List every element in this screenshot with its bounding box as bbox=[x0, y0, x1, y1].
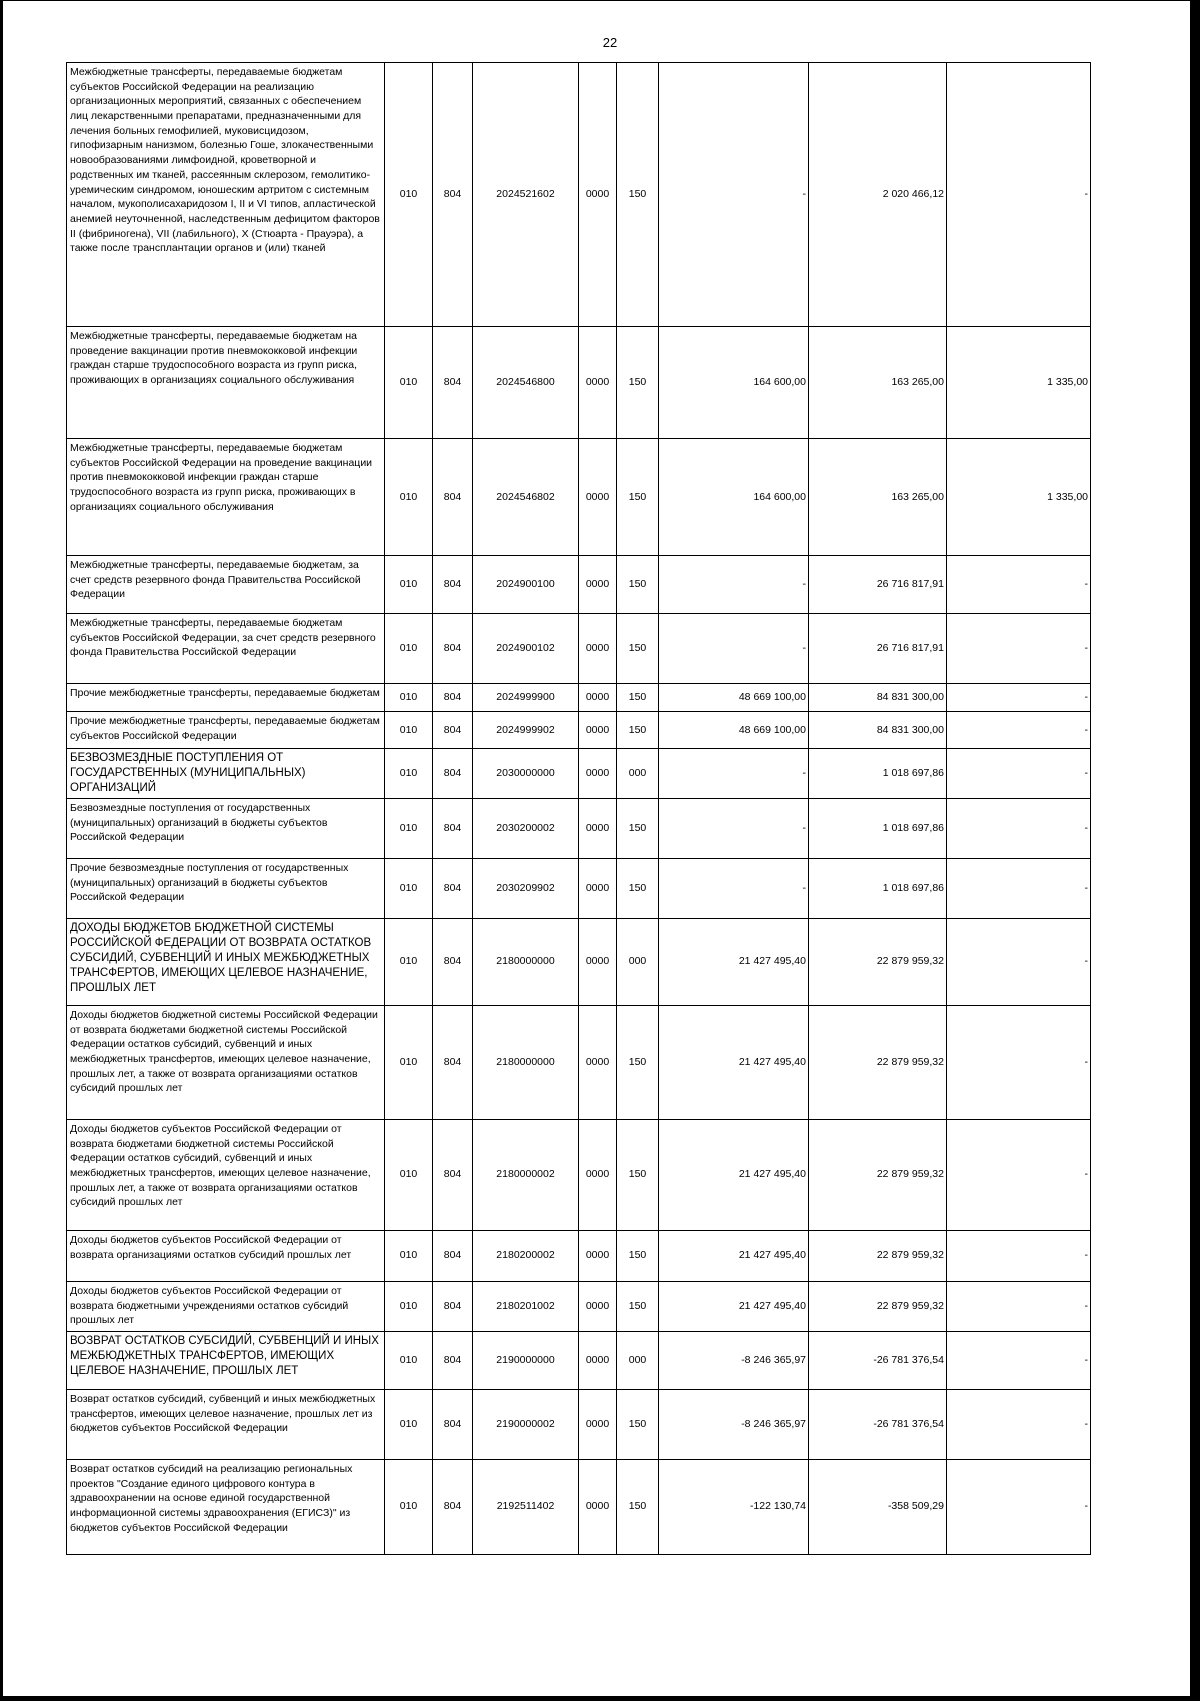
cell-value-1: -8 246 365,97 bbox=[659, 1389, 809, 1459]
cell-admin-code: 010 bbox=[385, 712, 433, 749]
cell-economic-code: 150 bbox=[617, 1119, 659, 1230]
cell-group-code: 804 bbox=[433, 327, 473, 439]
cell-economic-code: 150 bbox=[617, 798, 659, 858]
cell-value-3: - bbox=[947, 684, 1091, 712]
cell-economic-code: 150 bbox=[617, 712, 659, 749]
budget-revenue-table bbox=[66, 62, 1091, 1555]
cell-value-1: 21 427 495,40 bbox=[659, 1005, 809, 1119]
table-row bbox=[67, 749, 1091, 799]
cell-economic-code: 000 bbox=[617, 1331, 659, 1389]
cell-program-code: 0000 bbox=[579, 684, 617, 712]
cell-value-1: - bbox=[659, 858, 809, 918]
cell-program-code: 0000 bbox=[579, 1119, 617, 1230]
cell-name: Прочие межбюджетные трансферты, передаваемые бюджетам bbox=[67, 684, 385, 712]
cell-value-2: 1 018 697,86 bbox=[809, 858, 947, 918]
cell-value-3: - bbox=[947, 712, 1091, 749]
cell-value-3: - bbox=[947, 1331, 1091, 1389]
cell-value-1: - bbox=[659, 556, 809, 614]
cell-value-1: - bbox=[659, 614, 809, 684]
cell-name: Прочие безвозмездные поступления от государственных (муниципальных) организаций в бюджеты субъектов Российской Федерации bbox=[67, 858, 385, 918]
cell-admin-code: 010 bbox=[385, 1281, 433, 1331]
cell-admin-code: 010 bbox=[385, 556, 433, 614]
cell-admin-code: 010 bbox=[385, 439, 433, 556]
table-row bbox=[67, 614, 1091, 684]
cell-value-1: -122 130,74 bbox=[659, 1459, 809, 1554]
cell-name: Межбюджетные трансферты, передаваемые бюджетам на проведение вакцинации против пневмококковой инфекции граждан старше трудоспособного возраста из групп риска, проживающих в организациях социального обслуживания bbox=[67, 327, 385, 439]
cell-name: Доходы бюджетов субъектов Российской Федерации от возврата организациями остатков субсидий прошлых лет bbox=[67, 1230, 385, 1281]
cell-admin-code: 010 bbox=[385, 1331, 433, 1389]
cell-economic-code: 150 bbox=[617, 614, 659, 684]
cell-value-1: 48 669 100,00 bbox=[659, 684, 809, 712]
cell-name: Доходы бюджетов субъектов Российской Федерации от возврата бюджетами бюджетной системы Российской Федерации остатков субсидий, субвенций и иных межбюджетных трансфертов, имеющих целевое назначение, прошлых лет, а также от возврата организациями остатков субсидий прошлых лет bbox=[67, 1119, 385, 1230]
cell-revenue-code: 2192511402 bbox=[473, 1459, 579, 1554]
cell-revenue-code: 2024546800 bbox=[473, 327, 579, 439]
table-row bbox=[67, 63, 1091, 327]
cell-revenue-code: 2180201002 bbox=[473, 1281, 579, 1331]
cell-value-3: - bbox=[947, 858, 1091, 918]
cell-economic-code: 150 bbox=[617, 327, 659, 439]
cell-group-code: 804 bbox=[433, 1119, 473, 1230]
table-row bbox=[67, 1281, 1091, 1331]
cell-program-code: 0000 bbox=[579, 1230, 617, 1281]
cell-revenue-code: 2180000002 bbox=[473, 1119, 579, 1230]
cell-program-code: 0000 bbox=[579, 327, 617, 439]
cell-group-code: 804 bbox=[433, 798, 473, 858]
cell-admin-code: 010 bbox=[385, 1230, 433, 1281]
cell-value-3: - bbox=[947, 556, 1091, 614]
cell-value-1: 21 427 495,40 bbox=[659, 918, 809, 1005]
cell-program-code: 0000 bbox=[579, 556, 617, 614]
cell-value-3: 1 335,00 bbox=[947, 439, 1091, 556]
cell-group-code: 804 bbox=[433, 918, 473, 1005]
cell-revenue-code: 2180200002 bbox=[473, 1230, 579, 1281]
cell-group-code: 804 bbox=[433, 749, 473, 799]
cell-program-code: 0000 bbox=[579, 1005, 617, 1119]
cell-value-2: 22 879 959,32 bbox=[809, 1281, 947, 1331]
cell-value-1: 164 600,00 bbox=[659, 327, 809, 439]
cell-group-code: 804 bbox=[433, 1230, 473, 1281]
cell-economic-code: 150 bbox=[617, 684, 659, 712]
cell-revenue-code: 2030000000 bbox=[473, 749, 579, 799]
cell-admin-code: 010 bbox=[385, 63, 433, 327]
cell-name: Межбюджетные трансферты, передаваемые бюджетам субъектов Российской Федерации на проведение вакцинации против пневмококковой инфекции граждан старше трудоспособного возраста из групп риска, проживающих в организациях социального обслуживания bbox=[67, 439, 385, 556]
cell-group-code: 804 bbox=[433, 1005, 473, 1119]
cell-admin-code: 010 bbox=[385, 1005, 433, 1119]
table-row bbox=[67, 1389, 1091, 1459]
cell-group-code: 804 bbox=[433, 712, 473, 749]
table-row bbox=[67, 918, 1091, 1005]
cell-value-3: - bbox=[947, 1119, 1091, 1230]
cell-admin-code: 010 bbox=[385, 684, 433, 712]
cell-program-code: 0000 bbox=[579, 712, 617, 749]
cell-program-code: 0000 bbox=[579, 798, 617, 858]
cell-name: Доходы бюджетов бюджетной системы Российской Федерации от возврата бюджетами бюджетной системы Российской Федерации остатков субсидий, субвенций и иных межбюджетных трансфертов, имеющих целевое назначение, прошлых лет, а также от возврата организациями остатков субсидий прошлых лет bbox=[67, 1005, 385, 1119]
cell-value-1: 21 427 495,40 bbox=[659, 1281, 809, 1331]
cell-value-3: - bbox=[947, 614, 1091, 684]
cell-name: Межбюджетные трансферты, передаваемые бюджетам субъектов Российской Федерации, за счет средств резервного фонда Правительства Российской Федерации bbox=[67, 614, 385, 684]
cell-revenue-code: 2024521602 bbox=[473, 63, 579, 327]
cell-revenue-code: 2190000002 bbox=[473, 1389, 579, 1459]
cell-admin-code: 010 bbox=[385, 1459, 433, 1554]
cell-value-2: -26 781 376,54 bbox=[809, 1331, 947, 1389]
cell-economic-code: 150 bbox=[617, 858, 659, 918]
cell-value-1: - bbox=[659, 63, 809, 327]
cell-group-code: 804 bbox=[433, 556, 473, 614]
cell-admin-code: 010 bbox=[385, 1119, 433, 1230]
cell-value-2: 22 879 959,32 bbox=[809, 1230, 947, 1281]
cell-value-2: 84 831 300,00 bbox=[809, 712, 947, 749]
cell-value-1: - bbox=[659, 798, 809, 858]
cell-program-code: 0000 bbox=[579, 1331, 617, 1389]
cell-revenue-code: 2024546802 bbox=[473, 439, 579, 556]
cell-group-code: 804 bbox=[433, 614, 473, 684]
cell-value-3: - bbox=[947, 1005, 1091, 1119]
cell-value-3: - bbox=[947, 1230, 1091, 1281]
cell-group-code: 804 bbox=[433, 858, 473, 918]
cell-value-1: 21 427 495,40 bbox=[659, 1230, 809, 1281]
cell-program-code: 0000 bbox=[579, 1281, 617, 1331]
cell-admin-code: 010 bbox=[385, 918, 433, 1005]
cell-revenue-code: 2180000000 bbox=[473, 918, 579, 1005]
cell-name: Возврат остатков субсидий, субвенций и иных межбюджетных трансфертов, имеющих целевое назначение, прошлых лет из бюджетов субъектов Российской Федерации bbox=[67, 1389, 385, 1459]
cell-value-2: 26 716 817,91 bbox=[809, 556, 947, 614]
cell-program-code: 0000 bbox=[579, 614, 617, 684]
table-row bbox=[67, 858, 1091, 918]
cell-name: Доходы бюджетов субъектов Российской Федерации от возврата бюджетными учреждениями остатков субсидий прошлых лет bbox=[67, 1281, 385, 1331]
cell-value-2: 163 265,00 bbox=[809, 439, 947, 556]
table-row bbox=[67, 327, 1091, 439]
cell-program-code: 0000 bbox=[579, 749, 617, 799]
cell-value-1: 21 427 495,40 bbox=[659, 1119, 809, 1230]
cell-value-2: 1 018 697,86 bbox=[809, 798, 947, 858]
cell-group-code: 804 bbox=[433, 1389, 473, 1459]
table-row bbox=[67, 1331, 1091, 1389]
cell-admin-code: 010 bbox=[385, 858, 433, 918]
cell-economic-code: 000 bbox=[617, 918, 659, 1005]
cell-economic-code: 150 bbox=[617, 1389, 659, 1459]
cell-admin-code: 010 bbox=[385, 614, 433, 684]
cell-value-3: - bbox=[947, 1281, 1091, 1331]
table-row bbox=[67, 1005, 1091, 1119]
cell-admin-code: 010 bbox=[385, 1389, 433, 1459]
cell-revenue-code: 2024900100 bbox=[473, 556, 579, 614]
cell-admin-code: 010 bbox=[385, 327, 433, 439]
cell-revenue-code: 2030200002 bbox=[473, 798, 579, 858]
table-row bbox=[67, 1119, 1091, 1230]
table-row bbox=[67, 439, 1091, 556]
cell-admin-code: 010 bbox=[385, 749, 433, 799]
cell-economic-code: 150 bbox=[617, 556, 659, 614]
cell-group-code: 804 bbox=[433, 1331, 473, 1389]
cell-group-code: 804 bbox=[433, 684, 473, 712]
cell-economic-code: 150 bbox=[617, 1459, 659, 1554]
table-row bbox=[67, 1230, 1091, 1281]
cell-economic-code: 150 bbox=[617, 1005, 659, 1119]
cell-program-code: 0000 bbox=[579, 1459, 617, 1554]
table-row bbox=[67, 684, 1091, 712]
cell-revenue-code: 2024900102 bbox=[473, 614, 579, 684]
cell-value-3: - bbox=[947, 1459, 1091, 1554]
table-row bbox=[67, 556, 1091, 614]
cell-admin-code: 010 bbox=[385, 798, 433, 858]
cell-value-3: - bbox=[947, 798, 1091, 858]
cell-value-2: 163 265,00 bbox=[809, 327, 947, 439]
table-row bbox=[67, 798, 1091, 858]
cell-value-2: 1 018 697,86 bbox=[809, 749, 947, 799]
cell-revenue-code: 2030209902 bbox=[473, 858, 579, 918]
table-row bbox=[67, 1459, 1091, 1554]
cell-value-2: 84 831 300,00 bbox=[809, 684, 947, 712]
cell-value-3: 1 335,00 bbox=[947, 327, 1091, 439]
cell-value-1: 164 600,00 bbox=[659, 439, 809, 556]
cell-value-2: 26 716 817,91 bbox=[809, 614, 947, 684]
cell-program-code: 0000 bbox=[579, 63, 617, 327]
cell-name: Межбюджетные трансферты, передаваемые бюджетам, за счет средств резервного фонда Правительства Российской Федерации bbox=[67, 556, 385, 614]
cell-revenue-code: 2024999900 bbox=[473, 684, 579, 712]
cell-name: БЕЗВОЗМЕЗДНЫЕ ПОСТУПЛЕНИЯ ОТ ГОСУДАРСТВЕННЫХ (МУНИЦИПАЛЬНЫХ) ОРГАНИЗАЦИЙ bbox=[67, 749, 385, 799]
cell-value-1: -8 246 365,97 bbox=[659, 1331, 809, 1389]
cell-value-2: 22 879 959,32 bbox=[809, 1119, 947, 1230]
cell-revenue-code: 2024999902 bbox=[473, 712, 579, 749]
cell-economic-code: 000 bbox=[617, 749, 659, 799]
cell-value-2: 22 879 959,32 bbox=[809, 1005, 947, 1119]
cell-group-code: 804 bbox=[433, 1281, 473, 1331]
cell-value-1: 48 669 100,00 bbox=[659, 712, 809, 749]
cell-name: Безвозмездные поступления от государственных (муниципальных) организаций в бюджеты субъектов Российской Федерации bbox=[67, 798, 385, 858]
cell-program-code: 0000 bbox=[579, 858, 617, 918]
cell-economic-code: 150 bbox=[617, 439, 659, 556]
cell-value-3: - bbox=[947, 1389, 1091, 1459]
cell-value-1: - bbox=[659, 749, 809, 799]
cell-value-2: 22 879 959,32 bbox=[809, 918, 947, 1005]
cell-name: Прочие межбюджетные трансферты, передаваемые бюджетам субъектов Российской Федерации bbox=[67, 712, 385, 749]
cell-value-2: 2 020 466,12 bbox=[809, 63, 947, 327]
cell-value-2: -26 781 376,54 bbox=[809, 1389, 947, 1459]
cell-program-code: 0000 bbox=[579, 1389, 617, 1459]
cell-name: ДОХОДЫ БЮДЖЕТОВ БЮДЖЕТНОЙ СИСТЕМЫ РОССИЙСКОЙ ФЕДЕРАЦИИ ОТ ВОЗВРАТА ОСТАТКОВ СУБСИДИЙ, СУБВЕНЦИЙ И ИНЫХ МЕЖБЮДЖЕТНЫХ ТРАНСФЕРТОВ, ИМЕЮЩИХ ЦЕЛЕВОЕ НАЗНАЧЕНИЕ, ПРОШЛЫХ ЛЕТ bbox=[67, 918, 385, 1005]
cell-revenue-code: 2180000000 bbox=[473, 1005, 579, 1119]
cell-group-code: 804 bbox=[433, 1459, 473, 1554]
cell-economic-code: 150 bbox=[617, 1230, 659, 1281]
cell-revenue-code: 2190000000 bbox=[473, 1331, 579, 1389]
cell-value-3: - bbox=[947, 63, 1091, 327]
cell-economic-code: 150 bbox=[617, 1281, 659, 1331]
cell-name: Межбюджетные трансферты, передаваемые бюджетам субъектов Российской Федерации на реализацию организационных мероприятий, связанных с обеспечением лиц лекарственными препаратами, предназначенными для лечения больных гемофилией, муковисцидозом, гипофизарным нанизмом, болезнью Гоше, злокачественными новообразованиями лимфоидной, кроветворной и родственных им тканей, рассеянным склерозом, гемолитико-уремическим синдромом, юношеским артритом с системным началом, мукополисахаридозом I, II и VI типов, апластической анемией неуточненной, наследственным дефицитом факторов II (фибриногена), VII (лабильного), X (Стюарта - Прауэра), а также после трансплантации органов и (или) тканей bbox=[67, 63, 385, 327]
cell-value-3: - bbox=[947, 918, 1091, 1005]
table-row bbox=[67, 712, 1091, 749]
page-number: 22 bbox=[602, 35, 618, 50]
cell-group-code: 804 bbox=[433, 439, 473, 556]
cell-value-2: -358 509,29 bbox=[809, 1459, 947, 1554]
cell-name: Возврат остатков субсидий на реализацию региональных проектов "Создание единого цифрового контура в здравоохранении на основе единой государственной информационной системы здравоохранения (ЕГИСЗ)" из бюджетов субъектов Российской Федерации bbox=[67, 1459, 385, 1554]
cell-program-code: 0000 bbox=[579, 439, 617, 556]
cell-name: ВОЗВРАТ ОСТАТКОВ СУБСИДИЙ, СУБВЕНЦИЙ И ИНЫХ МЕЖБЮДЖЕТНЫХ ТРАНСФЕРТОВ, ИМЕЮЩИХ ЦЕЛЕВОЕ НАЗНАЧЕНИЕ, ПРОШЛЫХ ЛЕТ bbox=[67, 1331, 385, 1389]
cell-group-code: 804 bbox=[433, 63, 473, 327]
cell-value-3: - bbox=[947, 749, 1091, 799]
table-body bbox=[67, 63, 1091, 1555]
cell-economic-code: 150 bbox=[617, 63, 659, 327]
cell-program-code: 0000 bbox=[579, 918, 617, 1005]
